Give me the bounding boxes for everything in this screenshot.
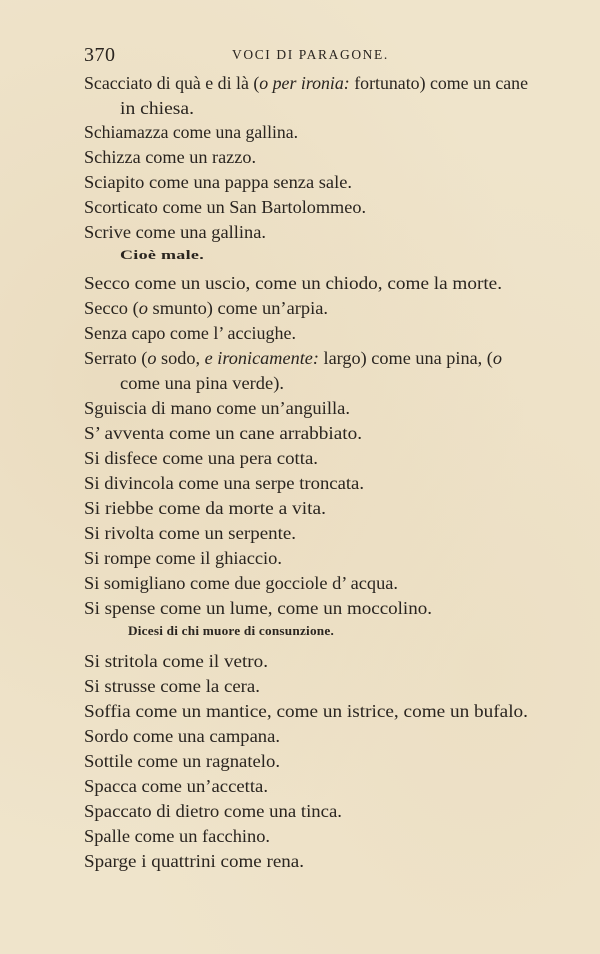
italic-segment: e ironicamente: xyxy=(204,348,319,368)
entry-line xyxy=(84,725,280,747)
text-segment: Sordo come una campana. xyxy=(84,726,280,746)
text-segment: Si disfece come una pera cotta. xyxy=(84,448,319,468)
entry-line xyxy=(84,196,366,218)
entry-line xyxy=(84,675,260,697)
text-segment: in chiesa. xyxy=(120,98,195,118)
italic-segment: o xyxy=(138,298,148,318)
italic-segment: o per ironia: xyxy=(259,73,350,93)
entry-line xyxy=(84,447,318,469)
entry-line xyxy=(84,347,502,369)
text-segment: S’ avventa come un cane arrabbiato. xyxy=(84,423,362,443)
entry-line xyxy=(84,597,432,619)
entry-line xyxy=(84,322,296,344)
text-segment: Schiamazza come una gallina. xyxy=(84,122,299,142)
text-segment: Si divincola come una serpe troncata. xyxy=(84,473,365,493)
text-segment: Dicesi di chi muore di consunzione. xyxy=(128,624,334,638)
text-segment: Si somigliano come due gocciole d’ acqua. xyxy=(84,573,399,593)
text-segment: Secco come un uscio, come un chiodo, come la morte. xyxy=(84,273,503,293)
text-segment: fortunato) come un cane xyxy=(349,73,529,93)
text-segment: Cioè male. xyxy=(120,248,204,262)
text-segment: come una pina verde). xyxy=(120,373,285,393)
entry-line xyxy=(84,397,350,419)
text-segment: Spacca come un’accetta. xyxy=(84,776,269,796)
entry-line xyxy=(84,700,528,722)
running-head: VOCI DI PARAGONE. xyxy=(232,47,389,62)
text-segment: Scacciato di quà e di là ( xyxy=(84,73,260,93)
entry-line xyxy=(84,825,270,847)
text-segment: Si riebbe come da morte a vita. xyxy=(84,498,326,518)
entry-line xyxy=(84,146,256,168)
continuation-line xyxy=(120,97,194,119)
text-segment: Scorticato come un San Bartolommeo. xyxy=(84,197,367,217)
text-segment: Soffia come un mantice, come un istrice, come un bufalo. xyxy=(84,701,528,721)
text-segment: Si spense come un lume, come un moccolino. xyxy=(84,598,432,618)
entry-line xyxy=(84,750,280,772)
entry-line xyxy=(84,522,296,544)
text-segment: Sciapito come una pappa senza sale. xyxy=(84,172,353,192)
entry-line xyxy=(84,800,342,822)
entry-line xyxy=(84,121,298,143)
text-segment: Secco ( xyxy=(84,298,139,318)
text-segment: Sguiscia di mano come un’anguilla. xyxy=(84,398,350,418)
text-segment: largo) come una pina, ( xyxy=(318,348,493,368)
italic-segment: o xyxy=(147,348,157,368)
entry-line xyxy=(84,72,528,94)
page-header xyxy=(84,44,524,70)
entry-line xyxy=(84,572,398,594)
text-segment: Sottile come un ragnatelo. xyxy=(84,751,281,771)
note-line xyxy=(128,623,334,639)
text-segment: Sparge i quattrini come rena. xyxy=(84,851,305,871)
entry-line xyxy=(84,497,326,519)
text-segment: Serrato ( xyxy=(84,348,148,368)
text-segment: Scrive come una gallina. xyxy=(84,222,266,242)
text-segment: Si strusse come la cera. xyxy=(84,676,261,696)
entry-line xyxy=(84,171,352,193)
entry-line xyxy=(84,272,502,294)
note-line xyxy=(120,247,204,263)
text-segment: Si rompe come il ghiaccio. xyxy=(84,548,283,568)
text-segment: Si rivolta come un serpente. xyxy=(84,523,297,543)
entry-line xyxy=(84,650,268,672)
entry-line xyxy=(84,297,328,319)
text-segment: smunto) come un’arpia. xyxy=(147,298,328,318)
entry-line xyxy=(84,850,304,872)
text-segment: Spaccato di dietro come una tinca. xyxy=(84,801,342,821)
entry-line xyxy=(84,472,364,494)
text-segment: Si stritola come il vetro. xyxy=(84,651,268,671)
entry-line xyxy=(84,547,282,569)
continuation-line xyxy=(120,372,284,394)
text-segment: sodo, xyxy=(156,348,205,368)
page-number: 370 xyxy=(84,44,116,66)
text-segment: Spalle come un facchino. xyxy=(84,826,271,846)
italic-segment: o xyxy=(492,348,503,368)
entry-line xyxy=(84,775,268,797)
text-segment: Senza capo come l’ acciughe. xyxy=(84,323,297,343)
entry-line xyxy=(84,221,266,243)
text-segment: Schizza come un razzo. xyxy=(84,147,257,167)
entry-line xyxy=(84,422,362,444)
